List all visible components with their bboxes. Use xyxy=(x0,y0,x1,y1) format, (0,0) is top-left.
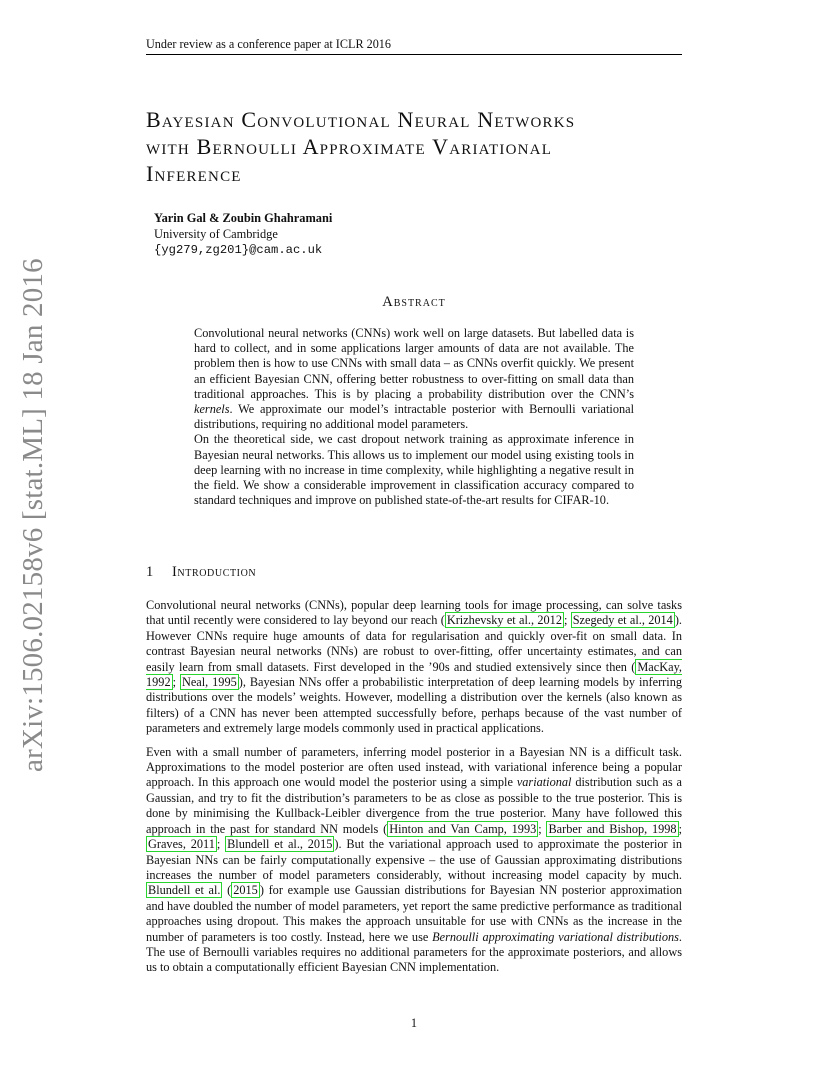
author-block xyxy=(154,210,332,258)
citation-link[interactable]: Blundell et al., 2015 xyxy=(227,837,333,852)
running-header: Under review as a conference paper at ICLR 2016 xyxy=(146,36,682,55)
citation-link[interactable]: Krizhevsky et al., 2012 xyxy=(446,613,562,628)
abstract-paragraph-2: On the theoretical side, we cast dropout network training as approximate inference in Bayesian neural networks. This allows us to implement our model using existing tools in deep learning with no increase in time complexity, while highlighting a negative result in the field. We show a considerable improvement in classification accuracy compared to standard techniques and improve on published state-of-the-art results for CIFAR-10. xyxy=(194,432,634,508)
citation-link[interactable]: Neal, 1995 xyxy=(181,675,237,690)
abstract-heading: Abstract xyxy=(382,294,446,310)
citation-link[interactable]: Szegedy et al., 2014 xyxy=(572,613,673,628)
author-email: {yg279,zg201}@cam.ac.uk xyxy=(154,243,323,257)
author-affiliation: University of Cambridge xyxy=(154,227,278,241)
emphasis: variational xyxy=(516,775,572,790)
page-number: 1 xyxy=(410,1016,418,1030)
section-heading xyxy=(146,564,256,581)
citation-link[interactable]: Hinton and Van Camp, 1993 xyxy=(389,821,537,836)
citation-link[interactable]: Graves, 2011 xyxy=(148,837,215,852)
body-paragraph-2: Even with a small number of parameters, inferring model posterior in a Bayesian NN is a difficult task. Approximations to the model posterior are often used instead, with variational inference being a popular approach. In this approach one would model the posterior using a simple variational distribution such as a Gaussian, and try to fit the distribution’s parameters to be as close as possible to the true posterior. This is done by minimising the Kullback-Leibler divergence from the true posterior. Many have followed this approach in the past for standard NN models ( Hinton and Van Camp, 1993 ; Barber and Bishop, 1998 ; Graves, 2011 ; Blundell et al., 2015 ). But the variational approach used to approximate the posterior in Bayesian NNs can be fairly computationally expensive – the use of Gaussian approximating distributions increases the number of model parameters considerably, without increasing model capacity by much. Blundell et al. ( 2015 ) for example use Gaussian distributions for Bayesian NN posterior approximation and have doubled the number of model parameters, yet report the same predictive performance as traditional approaches using dropout. This makes the approach unsuitable for use with CNNs as the increase in the number of parameters is too costly. Instead, here we use Bernoulli approximating variational distributions. The use of Bernoulli variables requires no additional parameters for the approximate posteriors, and allows us to obtain a computationally efficient Bayesian CNN implementation. xyxy=(146,744,683,975)
body-paragraph-1: Convolutional neural networks (CNNs), popular deep learning tools for image processing, can solve tasks that until recently were considered to lay beyond our reach ( Krizhevsky et al., 2012 ; Szegedy et al., 2014 ). However CNNs require huge amounts of data for regularisation and quickly over-fit on small data. In contrast Bayesian neural networks (NNs) are robust to over-fitting, offer uncertainty estimates, and can easily learn from small datasets. First developed in the ’90s and studied extensively since then ( MacKay, 1992 ; Neal, 1995 ), Bayesian NNs offer a probabilistic interpretation of deep learning models by inferring distributions over the models’ weights. However, modelling a distribution over the kernels (also known as filters) of a CNN has never been attempted successfully before, perhaps because of the vast number of parameters and extremely large models commonly used in practical applications. xyxy=(146,598,682,736)
citation-link[interactable]: Barber and Bishop, 1998 xyxy=(548,821,677,836)
section-number: 1 xyxy=(146,564,154,580)
citation-link[interactable]: 2015 xyxy=(233,883,258,898)
section-body xyxy=(146,598,682,984)
arxiv-id: arXiv:1506.02158v6 [stat.ML] 18 Jan 2016 xyxy=(17,258,49,772)
paper-title xyxy=(146,106,706,187)
title-line-3: Inference xyxy=(146,161,242,186)
author-names: Yarin Gal & Zoubin Ghahramani xyxy=(154,211,333,225)
emphasis: Bernoulli approximating variational distributions xyxy=(432,929,679,944)
abstract-paragraph-1: Convolutional neural networks (CNNs) work well on large datasets. But labelled data is hard to collect, and in some applications larger amounts of data are not available. The problem then is how to use CNNs with small data – as CNNs overfit quickly. We present an efficient Bayesian CNN, offering better robustness to over-fitting on small data than traditional approaches. This is by placing a probability distribution over the CNN’s kernels. We approximate our model’s intractable posterior with Bernoulli variational distributions, requiring no additional model parameters. xyxy=(194,326,634,432)
emphasis: kernels xyxy=(194,402,230,417)
title-line-2: with Bernoulli Approximate Variational xyxy=(146,134,553,159)
abstract-body xyxy=(194,326,634,508)
title-line-1: Bayesian Convolutional Neural Networks xyxy=(146,107,576,132)
citation-link[interactable]: MacKay, 1992 xyxy=(146,659,682,690)
citation-link[interactable]: Blundell et al. xyxy=(148,883,221,898)
section-title: Introduction xyxy=(172,564,257,580)
